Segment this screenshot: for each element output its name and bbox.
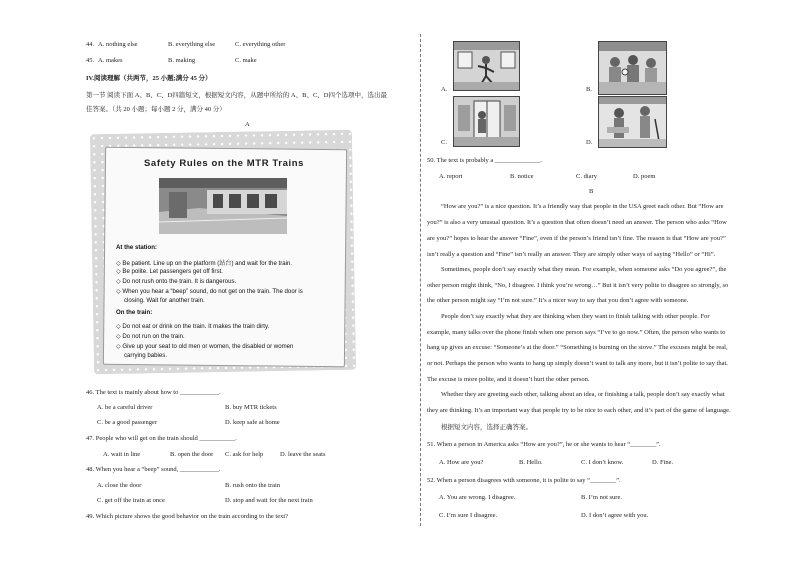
station-rule-3: ◇ Do not rush onto the train. It is dangerous. [116,278,237,285]
station-heading: At the station: [116,244,157,251]
train-platform-illustration [159,178,287,234]
pic-label-a[interactable]: A. [441,86,448,93]
q50-stem: 50. The text is probably a ______________. [427,157,543,164]
station-rule-1: ◇ Be patient. Line up on the platform (站台) and wait for the train. [116,260,293,267]
running-on-train-illustration [454,42,519,90]
q48-option-d[interactable]: D. stop and wait for the next train [225,497,313,504]
picture-a[interactable] [453,41,520,91]
q51-stem: 51. When a person in America asks “How are you?”, he or she wants to hear “________”. [427,441,661,448]
q45-number: 45. [86,57,95,64]
q44-number: 44. [86,41,95,48]
q51-option-c[interactable]: C. I don’t know. [581,459,624,466]
q52-option-b[interactable]: B. I’m not sure. [581,494,622,501]
passage-b-label: B [589,188,594,195]
q51-option-a[interactable]: A. How are you? [439,459,484,466]
q50-option-a[interactable]: A. report [439,173,463,180]
eating-on-train-illustration [599,42,666,94]
q48-option-b[interactable]: B. rush onto the train [225,482,281,489]
intro-line-2: 佳答案。（共 20 小题；每小题 2 分，满分 40 分） [86,106,226,113]
para3-line-4: or not. Perhaps the person who wants to hang up simply doesn’t want to talk any more, but it isn’t polite to say that. [427,360,728,367]
q48-option-a[interactable]: A. close the door [97,482,142,489]
q48-stem: 48. When you hear a “beep” sound, ____________. [86,466,221,473]
q47-option-d[interactable]: D. leave the seats [280,451,326,458]
q46-option-c[interactable]: C. be a good passenger [97,419,158,426]
q51-option-b[interactable]: B. Hello. [519,459,543,466]
q50-option-b[interactable]: B. notice [510,173,534,180]
para3-line-3: hang up gives an excuse: “Someone’s at the door.” “Something is burning on the stove.” The excuses might be real, [427,344,728,351]
pic-label-c[interactable]: C. [441,139,447,146]
para3-line-5: The excuse is more polite, and it doesn’t hurt the other person. [427,376,590,383]
train-rule-3-cont: carrying babies. [124,352,168,359]
para2-line-1: Sometimes, people don’t say exactly what they mean. For example, when someone asks “Do you agree?”, the [441,266,727,273]
q49-stem: 49. Which picture shows the good behavior on the train according to the text? [86,513,289,520]
para4-line-2: they are thinking. It’s an important way that people try to be nice to each other, and it’s part of the game of language. [427,407,731,414]
q52-option-d[interactable]: D. I don’t agree with you. [581,512,649,519]
q45-option-b[interactable]: B. making [168,57,196,64]
para3-line-2: example, many talks over the phone finish when one person says “I’ve to go now.” Often, the person who wants to [427,329,726,336]
q46-stem: 46. The text is mainly about how to ____________. [86,389,221,396]
q52-stem: 52. When a person disagrees with someone, it is polite to say “________”. [427,477,621,484]
picture-b[interactable] [598,41,667,95]
q45-option-a[interactable]: A. makes [98,57,123,64]
station-rule-4: ◇ When you hear a “beep” sound, do not get on the train. The door is [116,288,303,295]
para4-line-1: Whether they are greeting each other, talking about an idea, or finishing a talk, people don’t say exactly what [441,391,725,398]
q47-option-c[interactable]: C. ask for help [225,451,264,458]
q46-option-d[interactable]: D. keep safe at home [225,419,280,426]
train-rule-2: ◇ Do not run on the train. [116,333,185,340]
q52-option-c[interactable]: C. I’m sure I disagree. [439,512,498,519]
q50-option-d[interactable]: D. poem [633,173,656,180]
train-platform-photo [159,178,287,234]
q45-option-c[interactable]: C. make [235,57,257,64]
passage-a-label: A [245,121,250,128]
column-divider [420,34,421,526]
q47-option-b[interactable]: B. open the door [170,451,214,458]
section-title: IV.阅读理解（共两节，25 小题;满分 45 分） [86,75,212,82]
train-rule-1: ◇ Do not eat or drink on the train. It makes the train dirty. [116,323,270,330]
q47-stem: 47. People who will get on the train should ___________. [86,435,237,442]
para2-line-3: the other person might say “I’m not sure.” It’s a nicer way to say that you don’t agree with someone. [427,297,689,304]
pic-label-b[interactable]: B. [586,86,592,93]
rushing-door-illustration [454,97,519,146]
instruction: 根据短文内容，选择正确答案。 [441,424,532,431]
para1-line-3: are you?” hopes to hear the answer “Fine”, even if the person’s friend isn’t fine. The reason is that “How are you?” [427,235,726,242]
q51-option-d[interactable]: D. Fine. [652,459,674,466]
para1-line-1: “How are you?” is a nice question. It’s a friendly way that people in the USA greet each other. But “How are [441,203,724,210]
para1-line-4: isn’t really a question and “Fine” isn’t really an answer. They are simply other ways of saying “Hello” or “Hi”. [427,251,716,258]
q46-option-b[interactable]: B. buy MTR tickets [225,404,277,411]
q44-option-b[interactable]: B. everything else [168,41,216,48]
para3-line-1: People don’t say exactly what they are thinking when they want to finish talking with other people. For [441,313,710,320]
offering-seat-illustration [599,97,666,147]
para2-line-2: other person might think, “No, I disagree. I think you’re wrong…” But it isn’t very polite to disagree so strongly, so [427,282,729,289]
train-heading: On the train: [116,309,153,316]
q52-option-a[interactable]: A. You are wrong. I disagree. [439,494,516,501]
train-rule-3: ◇ Give up your seat to old men or women, the disabled or women [116,343,294,350]
q44-option-a[interactable]: A. nothing else [98,41,138,48]
picture-d[interactable] [598,96,667,148]
q46-option-a[interactable]: A. be a careful driver [97,404,153,411]
station-rule-4-cont: closing. Wait for another train. [124,297,205,304]
station-rule-2: ◇ Be polite. Let passengers get off first. [116,268,223,275]
picture-c[interactable] [453,96,520,147]
pic-label-d[interactable]: D. [586,139,593,146]
q48-option-c[interactable]: C. get off the train at once [97,497,165,504]
q47-option-a[interactable]: A. wait in line [103,451,141,458]
q44-option-c[interactable]: C. everything other [235,41,286,48]
q50-option-c[interactable]: C. diary [576,173,597,180]
intro-line-1: 第一节 阅读下面 A、B、C、D四篇短文，根据短文内容，从题中所给的 A、B、C、D四个选项中，选出最 [86,92,387,99]
para1-line-2: you?” is also a very unusual question. It’s a question that often doesn’t need an answer. The person who asks “How [427,219,727,226]
poster-title: Safety Rules on the MTR Trains [144,158,304,169]
